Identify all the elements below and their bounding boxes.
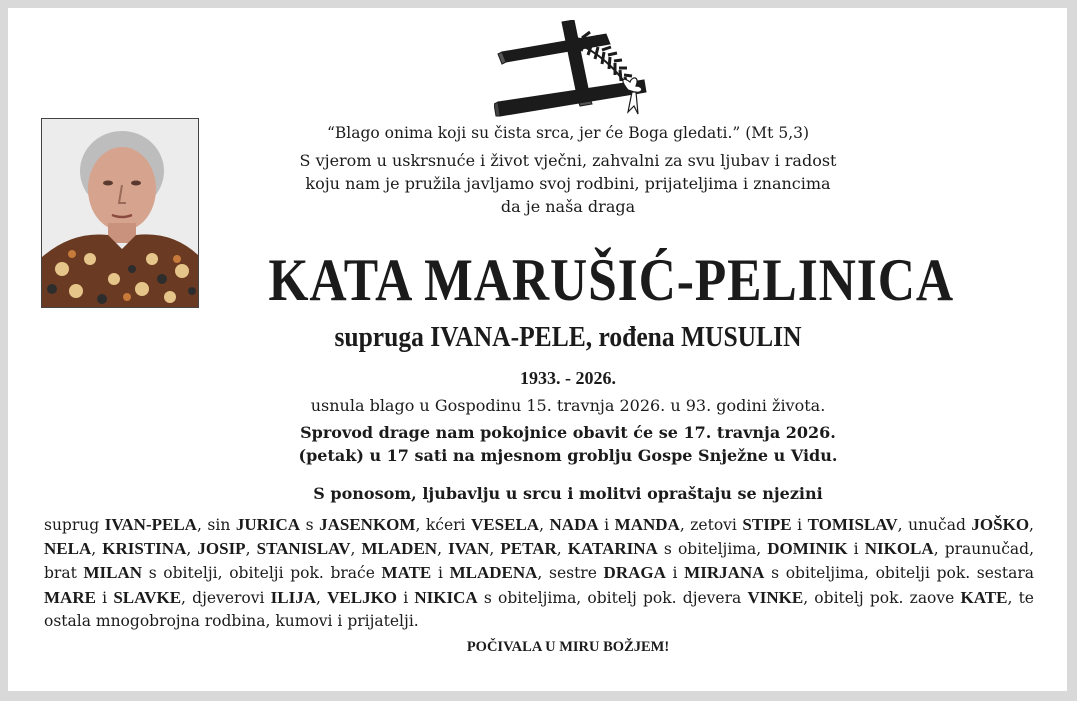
mourner-name: IVAN	[448, 539, 490, 559]
mourner-text: , zetovi	[679, 516, 743, 534]
mourner-text: , sestre	[537, 564, 604, 583]
mourner-text: ,	[437, 540, 449, 559]
cross-with-palm-icon	[494, 20, 654, 120]
mourner-name: MILAN	[83, 563, 143, 583]
mourner-name: STIPE	[742, 515, 792, 534]
mourner-name: NADA	[549, 515, 599, 534]
mourner-name: MIRJANA	[684, 563, 765, 583]
mourner-name: KATE	[960, 587, 1008, 607]
mourner-name: JOŠKO	[971, 515, 1030, 534]
mourner-text: ,	[489, 540, 501, 559]
mourner-text: , obitelj pok. zaove	[803, 588, 961, 607]
deceased-name: KATA MARUŠIĆ-PELINICA	[268, 247, 954, 313]
mourner-name: VINKE	[747, 587, 804, 607]
mourner-name: MATE	[381, 563, 432, 583]
mourner-text: , unučad	[897, 516, 972, 534]
death-notice: usnula blago u Gospodinu 15. travnja 2026. u 93. godini života.	[310, 396, 826, 415]
mourner-name: TOMISLAV	[807, 515, 898, 534]
mourner-text: i	[397, 588, 415, 607]
mourner-name: IVAN-PELA	[104, 515, 197, 534]
mourner-text: ,	[539, 516, 550, 534]
mourner-name: MANDA	[614, 515, 680, 534]
mourner-name: STANISLAV	[256, 539, 351, 559]
mourner-text: i	[431, 564, 450, 583]
mourner-name: PETAR	[500, 539, 557, 559]
mourner-name: NELA	[44, 539, 92, 559]
mourner-name: DRAGA	[603, 563, 666, 583]
farewell-heading: S ponosom, ljubavlju u srcu i molitvi opraštaju se njezini	[313, 484, 823, 503]
mourner-text: ,	[91, 540, 103, 559]
intro-line: koju nam je pružila javljamo svoj rodbini, prijateljima i znancima	[305, 174, 831, 193]
life-years: 1933. - 2026.	[520, 368, 616, 388]
mourner-name: KATARINA	[567, 539, 658, 559]
mourner-text: , djeverovi	[181, 588, 271, 607]
funeral-line: Sprovod drage nam pokojnice obavit će se 17. travnja 2026.	[300, 423, 836, 442]
obituary-card	[8, 8, 1067, 691]
mourner-text: ,	[1029, 516, 1034, 534]
spouse-line: supruga IVANA-PELE, rođena MUSULIN	[334, 321, 802, 353]
mourner-text: i	[791, 516, 808, 534]
mourners-list	[44, 513, 1034, 633]
mourner-name: NIKICA	[414, 587, 478, 607]
mourner-name: KRISTINA	[102, 539, 187, 559]
mourner-text: , kćeri	[415, 516, 472, 534]
mourner-text: , praunučad, brat	[44, 540, 1035, 583]
mourner-text: ,	[350, 540, 362, 559]
mourner-text: ,	[186, 540, 198, 559]
intro-line: da je naša draga	[500, 197, 636, 216]
mourner-name: MLADENA	[449, 563, 538, 583]
mourner-text: suprug	[44, 516, 105, 534]
mourner-name: SLAVKE	[113, 587, 182, 607]
intro-text	[168, 149, 968, 218]
mourner-name: VELJKO	[327, 587, 398, 607]
mourner-name: ILIJA	[270, 587, 316, 607]
closing-line: POČIVALA U MIRU BOŽJEM!	[466, 639, 670, 655]
mourner-text: ,	[556, 540, 568, 559]
mourner-text: i	[95, 588, 114, 607]
mourner-name: MARE	[44, 587, 96, 607]
funeral-info	[168, 421, 968, 467]
mourner-text: s obiteljima,	[657, 540, 768, 559]
mourner-name: VESELA	[471, 515, 540, 534]
mourner-name: JURICA	[235, 515, 301, 534]
funeral-line: (petak) u 17 sati na mjesnom groblju Gospe Snježne u Vidu.	[298, 446, 838, 465]
mourner-text: s obiteljima, obitelji pok. sestara	[764, 564, 1035, 583]
mourner-name: JASENKOM	[319, 515, 416, 534]
intro-line: S vjerom u uskrsnuće i život vječni, zahvalni za svu ljubav i radost	[299, 151, 837, 170]
mourner-text: ,	[245, 540, 257, 559]
mourner-text: , te ostala mnogobrojna rodbina, kumovi i prijatelji.	[44, 588, 1034, 630]
mourner-text: i	[847, 540, 865, 559]
mourner-text: s obitelji, obitelji pok. braće	[142, 564, 382, 583]
mourner-name: NIKOLA	[864, 539, 934, 559]
mourner-name: DOMINIK	[767, 539, 848, 559]
mourner-name: MLADEN	[361, 539, 438, 559]
mourner-text: s	[300, 516, 320, 534]
mourner-name: JOSIP	[197, 539, 246, 559]
mourner-text: , sin	[196, 516, 236, 534]
bible-quote: “Blago onima koji su čista srca, jer će Boga gledati.” (Mt 5,3)	[326, 124, 810, 142]
mourner-text: s obiteljima, obitelj pok. djevera	[477, 588, 748, 607]
mourner-text: ,	[316, 588, 328, 607]
mourner-text: i	[598, 516, 615, 534]
mourner-text: i	[665, 564, 685, 583]
